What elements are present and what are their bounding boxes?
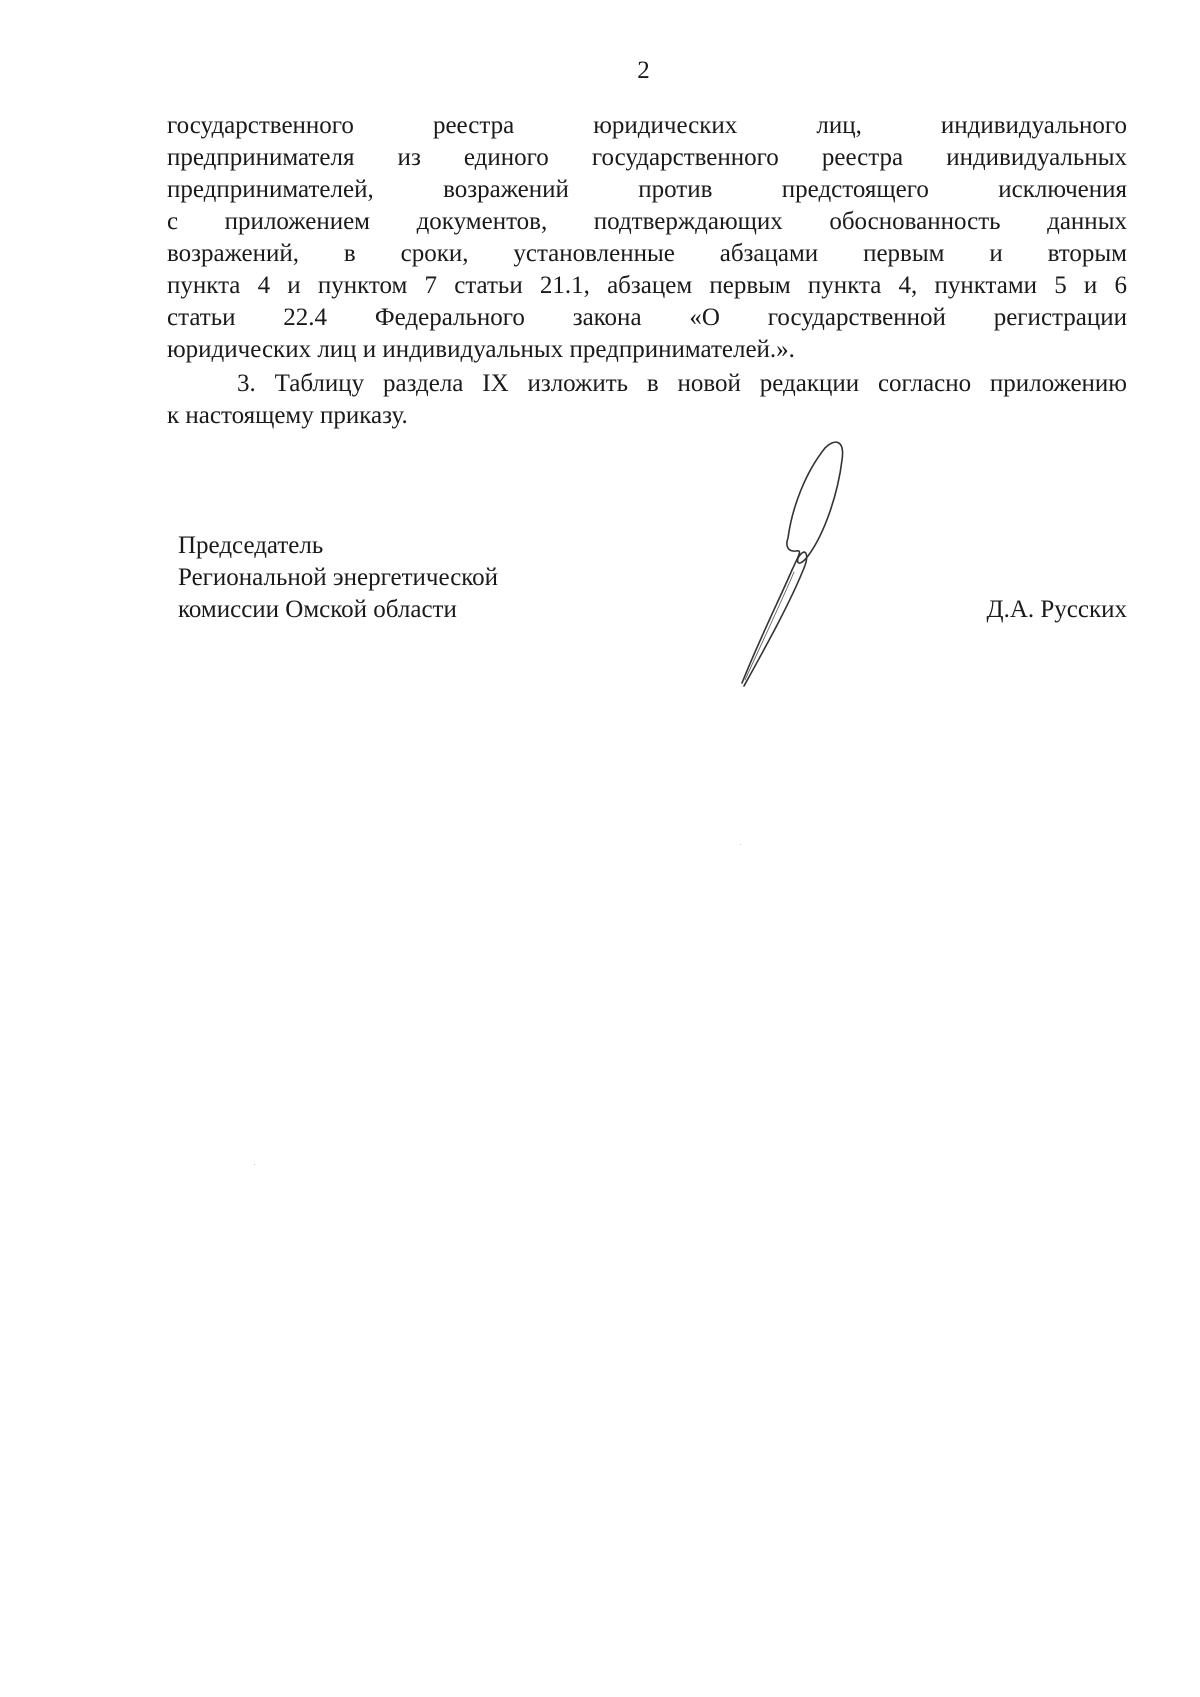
signatory-title-line: комиссии Омской области (178, 596, 457, 623)
signatory-title (178, 530, 598, 626)
body-line: пункта 4 и пунктом 7 статьи 21.1, абзацем первым пункта 4, пунктами 5 и 6 (167, 272, 1127, 299)
body-line: государственного реестра юридических лиц, индивидуального (167, 112, 1127, 139)
signatory-title-line: Председатель (178, 532, 324, 559)
body-line: предпринимателей, возражений против предстоящего исключения (167, 176, 1127, 203)
body-line: статьи 22.4 Федерального закона «О государственной регистрации (167, 304, 1127, 331)
signer-name: Д.А. Русских (986, 596, 1127, 623)
page-number: 2 (637, 57, 650, 84)
body-line: к настоящему приказу. (167, 402, 408, 429)
signatory-title-line: Региональной энергетической (178, 564, 499, 591)
body-line: предпринимателя из единого государственного реестра индивидуальных (167, 144, 1127, 171)
body-line: возражений, в сроки, установленные абзацами первым и вторым (167, 240, 1127, 267)
paragraph-2 (167, 110, 1127, 366)
scan-artifact (254, 1164, 255, 1165)
paragraph-3 (167, 368, 1127, 432)
document-body (167, 110, 1127, 432)
scan-artifact (740, 844, 741, 845)
handwritten-signature (730, 438, 860, 688)
body-line: 3. Таблицу раздела IX изложить в новой редакции согласно приложению (237, 370, 1127, 397)
body-line: с приложением документов, подтверждающих обоснованность данных (167, 208, 1127, 235)
body-line: юридических лиц и индивидуальных предпринимателей.». (167, 336, 795, 363)
